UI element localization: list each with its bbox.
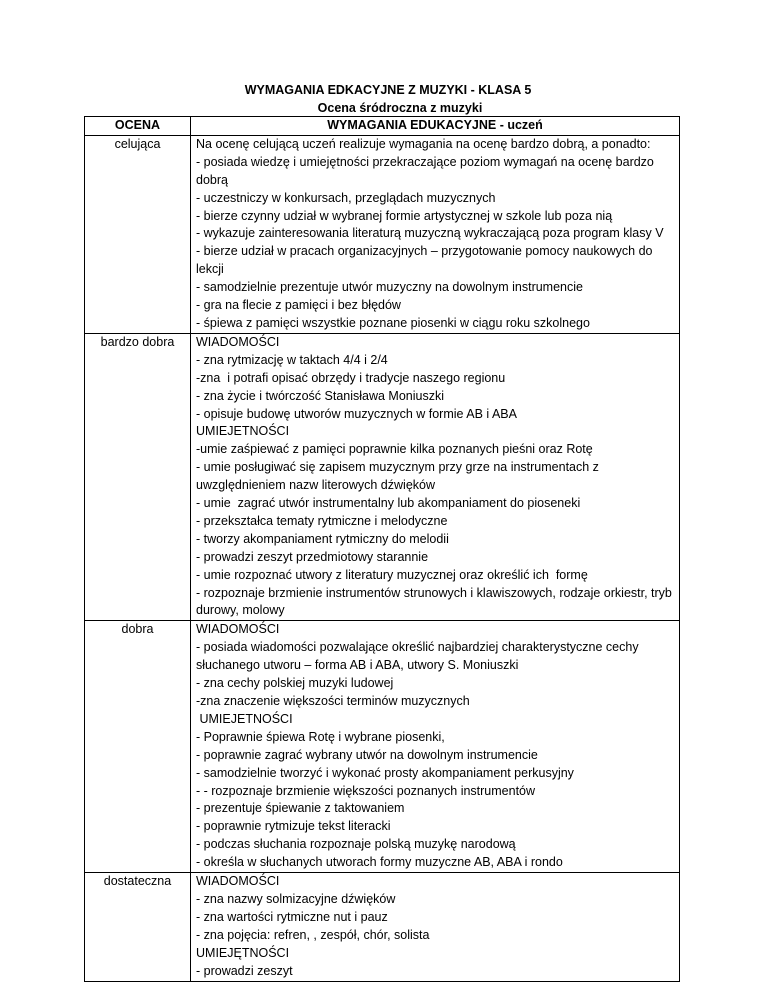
requirement-line: - - rozpoznaje brzmienie większości poznanych instrumentów (196, 783, 536, 798)
requirement-line: UMIEJĘTNOŚCI (196, 945, 290, 960)
requirement-line: - określa w słuchanych utworach formy muzyczne AB, ABA i rondo (196, 855, 563, 870)
requirement-line: WIADOMOŚCI (196, 622, 280, 637)
requirements-cell (191, 135, 680, 333)
requirement-line: - wykazuje zainteresowania literaturą muzyczną wykraczającą poza program klasy V (196, 226, 664, 241)
grade-cell: dobra (85, 621, 191, 873)
grade-cell: celująca (85, 135, 191, 333)
requirement-line: -zna znaczenie większości terminów muzycznych (196, 694, 470, 708)
requirement-line: UMIEJETNOŚCI (196, 711, 293, 726)
requirement-line: - bierze udział w pracach organizacyjnych – przygotowanie pomocy naukowych do lekcji (196, 244, 656, 277)
requirement-line: - umie rozpoznać utwory z literatury muzycznej oraz określić ich formę (196, 567, 588, 582)
requirement-line: -umie zaśpiewać z pamięci poprawnie kilka poznanych pieśni oraz Rotę (196, 442, 593, 457)
requirement-line: - prowadzi zeszyt (196, 963, 293, 978)
grade-cell: bardzo dobra (85, 333, 191, 621)
requirement-line: - gra na flecie z pamięci i bez błędów (196, 298, 401, 313)
requirement-line: - zna nazwy solmizacyjne dźwięków (196, 891, 396, 906)
requirement-line: - rozpoznaje brzmienie instrumentów strunowych i klawiszowych, rodzaje orkiestr, tryb durowy, molowy (196, 585, 676, 618)
requirement-line: - Poprawnie śpiewa Rotę i wybrane piosenki, (196, 729, 445, 744)
grade-cell: dostateczna (85, 873, 191, 981)
requirement-line: - umie zagrać utwór instrumentalny lub akompaniament do pioseneki (196, 496, 581, 511)
requirement-line: - poprawnie zagrać wybrany utwór na dowolnym instrumencie (196, 747, 538, 762)
requirement-line: - zna pojęcia: refren, , zespół, chór, solista (196, 927, 430, 942)
document-subtitle: Ocena śródroczna z muzyki (317, 101, 483, 115)
requirements-cell (191, 621, 680, 873)
requirement-line: UMIEJETNOŚCI (196, 424, 290, 439)
table-row (85, 135, 680, 333)
table-row (85, 873, 680, 981)
requirement-line: - tworzy akompaniament rytmiczny do melodii (196, 531, 449, 546)
header-grade: OCENA (85, 117, 191, 136)
requirement-line: -zna i potrafi opisać obrzędy i tradycje naszego regionu (196, 370, 506, 385)
table-row (85, 621, 680, 873)
requirement-line: - poprawnie rytmizuje tekst literacki (196, 819, 391, 834)
requirement-line: - zna rytmizację w taktach 4/4 i 2/4 (196, 352, 388, 367)
requirement-line: - przekształca tematy rytmiczne i melodyczne (196, 513, 448, 528)
requirements-cell (191, 873, 680, 981)
requirements-table (84, 116, 680, 982)
requirement-line: WIADOMOŚCI (196, 874, 280, 889)
requirement-line: - samodzielnie prezentuje utwór muzyczny na dowolnym instrumencie (196, 280, 583, 295)
document-title: WYMAGANIA EDKACYJNE Z MUZYKI - KLASA 5 (244, 83, 532, 97)
requirement-line: - prowadzi zeszyt przedmiotowy starannie (196, 549, 429, 564)
requirement-line: Na ocenę celującą uczeń realizuje wymagania na ocenę bardzo dobrą, a ponadto: (196, 136, 651, 151)
requirement-line: - podczas słuchania rozpoznaje polską muzykę narodową (196, 837, 516, 852)
requirement-line: - prezentuje śpiewanie z taktowaniem (196, 801, 405, 816)
requirement-line: - zna wartości rytmiczne nut i pauz (196, 909, 388, 924)
requirement-line: - samodzielnie tworzyć i wykonać prosty akompaniament perkusyjny (196, 765, 574, 780)
requirement-line: - uczestniczy w konkursach, przeglądach muzycznych (196, 190, 496, 205)
requirements-cell (191, 333, 680, 621)
requirement-line: - bierze czynny udział w wybranej formie artystycznej w szkole lub poza nią (196, 208, 613, 223)
table-header-row (85, 117, 680, 136)
requirement-line: - zna życie i twórczość Stanisława Moniuszki (196, 388, 444, 403)
requirement-line: - posiada wiadomości pozwalające określić najbardziej charakterystyczne cechy słuchanego utworu – forma AB i ABA, utwory S. Moniuszki (196, 640, 643, 673)
table-row (85, 333, 680, 621)
requirement-line: - zna cechy polskiej muzyki ludowej (196, 676, 394, 691)
requirement-line: - opisuje budowę utworów muzycznych w formie AB i ABA (196, 406, 517, 421)
requirement-line: - umie posługiwać się zapisem muzycznym przy grze na instrumentach z uwzględnieniem nazw literowych dźwięków (196, 460, 603, 493)
requirement-line: - posiada wiedzę i umiejętności przekraczające poziom wymagań na ocenę bardzo dobrą (196, 154, 658, 187)
requirement-line: - śpiewa z pamięci wszystkie poznane piosenki w ciągu roku szkolnego (196, 315, 590, 330)
header-requirements: WYMAGANIA EDUKACYJNE - uczeń (191, 117, 680, 136)
requirement-line: WIADOMOŚCI (196, 334, 280, 349)
